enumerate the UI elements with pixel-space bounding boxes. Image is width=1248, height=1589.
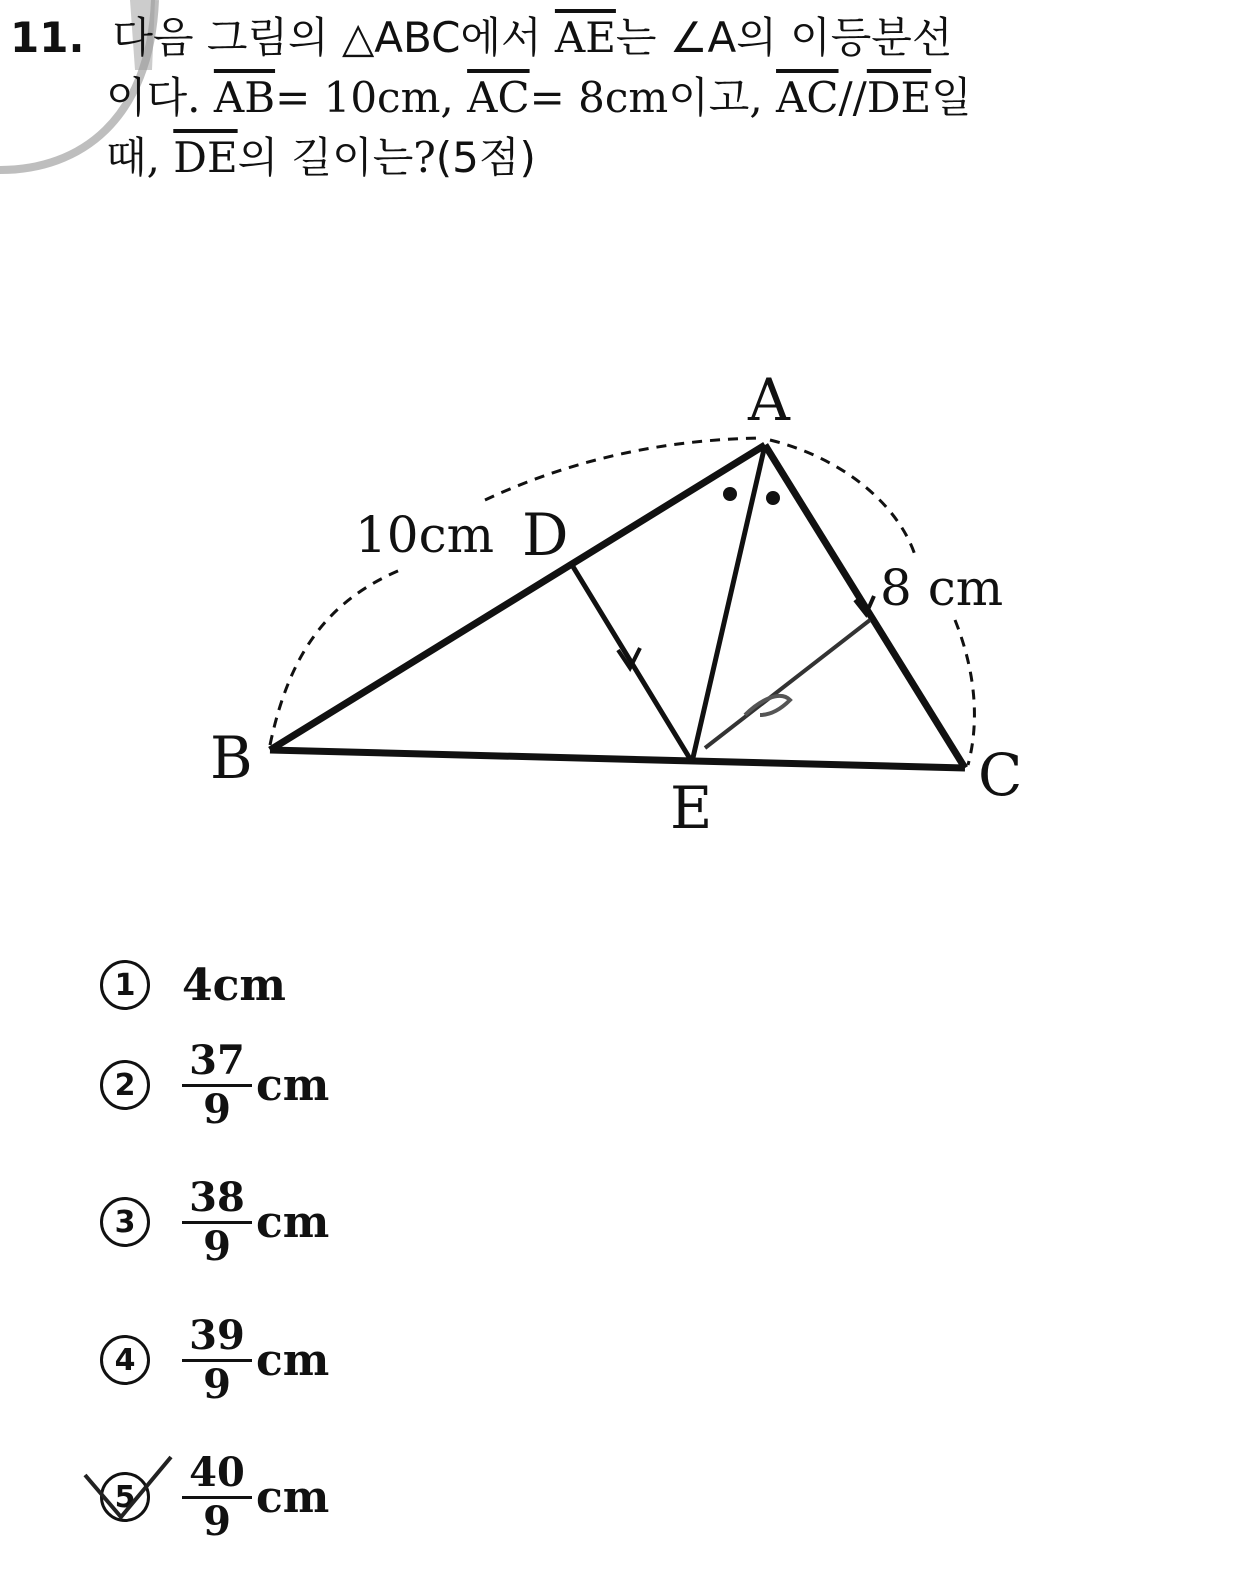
segment-DE: $\overline{DE}$ bbox=[173, 133, 238, 182]
numerator: 38 bbox=[189, 1173, 245, 1221]
angle-mark-right bbox=[766, 491, 780, 505]
arc-AB-top bbox=[485, 438, 760, 500]
points-label: (5점) bbox=[435, 133, 536, 182]
denominator: 9 bbox=[203, 1085, 231, 1133]
segment-DE: $\overline{DE}$ bbox=[866, 73, 932, 122]
label-E: E bbox=[670, 774, 713, 842]
angle-mark-left bbox=[723, 487, 737, 501]
text-segment: 다음 그림의 bbox=[112, 13, 342, 62]
denominator: 9 bbox=[203, 1222, 231, 1270]
numerator: 40 bbox=[189, 1448, 245, 1496]
choice-5[interactable] bbox=[100, 1447, 500, 1547]
label-C: C bbox=[978, 741, 1023, 809]
text-segment: = 8cm이고, bbox=[529, 73, 777, 122]
text-segment: 의 길이는? bbox=[237, 133, 436, 182]
question-number: 11. bbox=[10, 13, 85, 62]
text-segment: = 10cm, bbox=[275, 73, 468, 122]
arc-AC bbox=[770, 440, 915, 555]
label-D: D bbox=[522, 501, 569, 569]
segment-AC: $\overline{AC}$ bbox=[776, 73, 839, 122]
choice-number: 3 bbox=[100, 1197, 150, 1247]
fraction bbox=[182, 1038, 252, 1133]
choice-2[interactable] bbox=[100, 1035, 500, 1135]
segment-AC: $\overline{AC}$ bbox=[467, 73, 530, 122]
segment-AE: $\overline{AE}$ bbox=[554, 13, 616, 62]
numerator: 39 bbox=[189, 1311, 245, 1359]
label-A: A bbox=[748, 366, 790, 434]
text-segment: 의 이등분선 bbox=[736, 13, 953, 62]
text-segment: 는 bbox=[615, 13, 670, 62]
denominator: 9 bbox=[203, 1360, 231, 1408]
text-segment: 일 bbox=[931, 73, 972, 122]
unit: cm bbox=[256, 1196, 330, 1248]
side-BC bbox=[270, 750, 965, 768]
side-AB bbox=[270, 445, 765, 750]
fraction bbox=[182, 1175, 252, 1270]
choice-number: 2 bbox=[100, 1060, 150, 1110]
angle-symbol: ∠A bbox=[669, 13, 737, 62]
length-AB: 10cm bbox=[355, 506, 495, 564]
choice-number: 5 bbox=[100, 1472, 150, 1522]
choice-number: 4 bbox=[100, 1335, 150, 1385]
text-segment: 이다. bbox=[106, 73, 214, 122]
fraction bbox=[182, 1450, 252, 1545]
segment-AB: $\overline{AB}$ bbox=[213, 73, 276, 122]
unit: cm bbox=[256, 1471, 330, 1523]
check-mark-icon bbox=[83, 1455, 183, 1535]
choice-1[interactable] bbox=[100, 935, 500, 1035]
arc-AB bbox=[270, 570, 400, 745]
choice-text: 4cm bbox=[182, 959, 286, 1011]
text-segment: 때, bbox=[106, 133, 174, 182]
unit: cm bbox=[256, 1059, 330, 1111]
parallel-symbol: // bbox=[838, 73, 867, 122]
choice-3[interactable] bbox=[100, 1172, 500, 1272]
choice-number: 1 bbox=[100, 960, 150, 1010]
fraction bbox=[182, 1313, 252, 1408]
denominator: 9 bbox=[203, 1497, 231, 1545]
unit: cm bbox=[256, 1334, 330, 1386]
label-B: B bbox=[210, 724, 253, 792]
choice-4[interactable] bbox=[100, 1310, 500, 1410]
text-segment: 에서 bbox=[460, 13, 555, 62]
length-AC: 8 cm bbox=[880, 559, 1004, 617]
triangle-symbol: △ABC bbox=[341, 13, 461, 62]
numerator: 37 bbox=[189, 1036, 245, 1084]
arc-AC-bottom bbox=[955, 620, 974, 765]
annotation-arrow bbox=[705, 620, 870, 748]
